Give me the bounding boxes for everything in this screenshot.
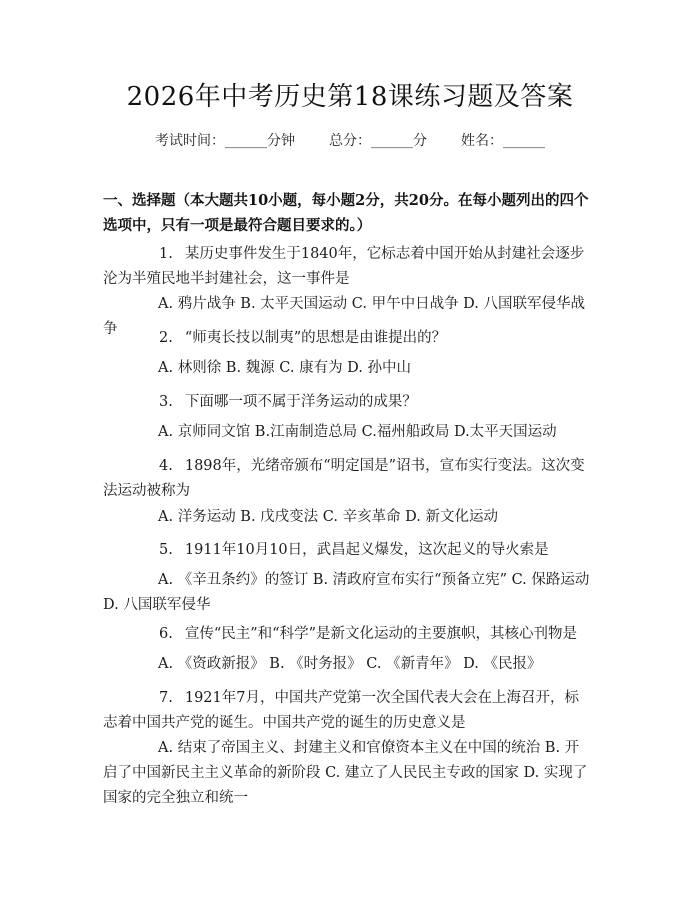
question-2 <box>103 326 593 351</box>
question-6-options: A. 《资政新报》 B. 《时务报》 C. 《新青年》 D. 《民报》 <box>158 656 542 672</box>
question-5-options: A. 《辛丑条约》的签订 B. 清政府宣布实行“预备立宪” C. 保路运动 D. 八国联军侵华 <box>103 572 590 613</box>
question-text: 宣传“民主”和“科学”是新文化运动的主要旗帜，其核心刊物是 <box>184 626 577 642</box>
question-text: 1921年7月，中国共产党第一次全国代表大会在上海召开，标志着中国共产党的诞生。中国共产党的诞生的历史意义是 <box>103 690 579 731</box>
question-number: 3. <box>159 394 173 410</box>
question-text: 1898年，光绪帝颁布“明定国是”诏书，宣布实行变法。这次变法运动被称为 <box>103 458 585 499</box>
question-3 <box>103 390 593 415</box>
question-1 <box>103 242 593 292</box>
question-number: 1. <box>159 246 173 262</box>
question-6 <box>103 622 593 647</box>
exam-meta <box>0 131 700 151</box>
question-number: 5. <box>159 542 173 558</box>
student-name-field: 姓名：______ <box>461 133 545 149</box>
question-4 <box>103 454 593 504</box>
question-5 <box>103 538 593 563</box>
exam-time-field: 考试时间：______分钟 <box>155 133 295 149</box>
question-3-options: A. 京师同文馆 B.江南制造总局 C.福州船政局 D.太平天国运动 <box>158 424 557 440</box>
total-score-field: 总分：______分 <box>329 133 427 149</box>
page-title: 2026年中考历史第18课练习题及答案 <box>126 82 574 112</box>
section-heading: 一、选择题（本大题共10小题，每小题2分，共20分。在每小题列出的四个选项中，只有一项是最符合题目要求的。） <box>103 192 589 234</box>
question-number: 7. <box>159 690 173 706</box>
question-number: 4. <box>159 458 173 474</box>
question-text: “师夷长技以制夷”的思想是由谁提出的？ <box>184 330 447 346</box>
question-number: 2. <box>159 330 173 346</box>
question-4-options: A. 洋务运动 B. 戊戌变法 C. 辛亥革命 D. 新文化运动 <box>158 509 499 525</box>
question-text: 下面哪一项不属于洋务运动的成果？ <box>184 394 417 410</box>
question-1-options: A. 鸦片战争 B. 太平天国运动 C. 甲午中日战争 D. 八国联军侵华战争 <box>103 296 586 337</box>
question-text: 某历史事件发生于1840年，它标志着中国开始从封建社会逐步沦为半殖民地半封建社会，这一事件是 <box>103 246 585 287</box>
question-text: 1911年10月10日，武昌起义爆发，这次起义的导火索是 <box>184 542 549 558</box>
question-7 <box>103 686 593 736</box>
question-7-options: A. 结束了帝国主义、封建主义和官僚资本主义在中国的统治 B. 开启了中国新民主主义革命的新阶段 C. 建立了人民民主专政的国家 D. 实现了国家的完全独立和统一 <box>103 740 588 806</box>
question-2-options: A. 林则徐 B. 魏源 C. 康有为 D. 孙中山 <box>158 360 412 376</box>
question-number: 6. <box>159 626 173 642</box>
